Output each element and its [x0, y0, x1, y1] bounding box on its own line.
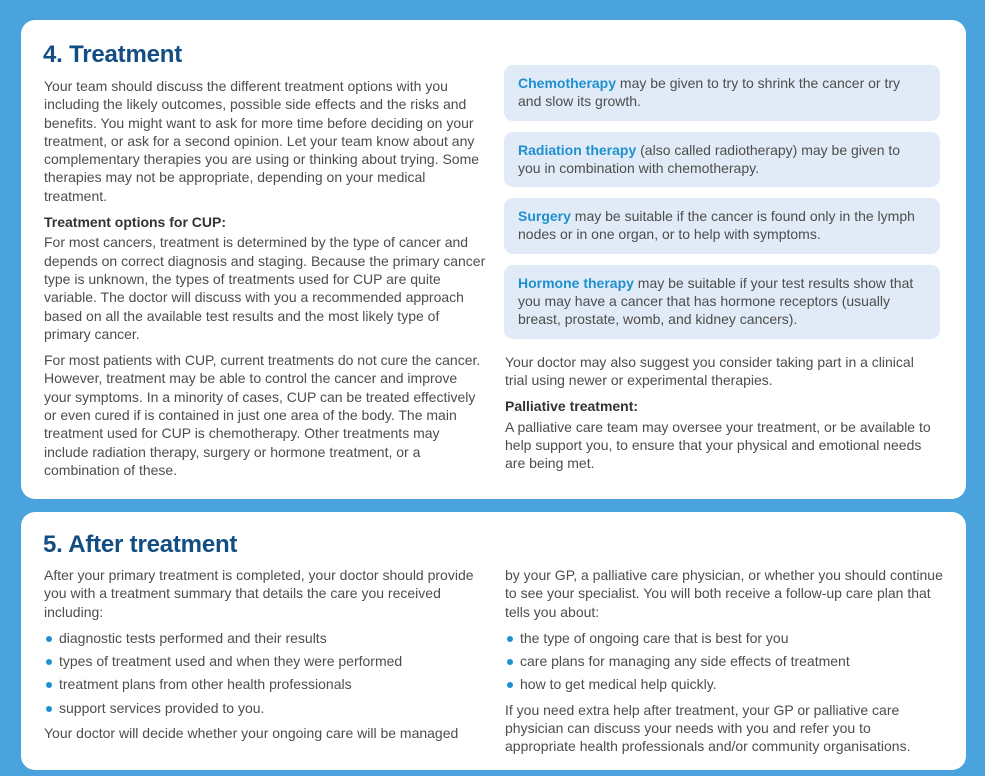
surgery-box	[504, 198, 940, 254]
treatment-right-column	[504, 65, 940, 480]
bullet-icon	[46, 706, 52, 712]
treatment-card	[21, 20, 966, 499]
box-term: Hormone therapy	[518, 274, 634, 291]
extra-help-text: If you need extra help after treatment, your GP or palliative care physician can discuss your needs with you and refer you to appropriate health professionals and/or community organisations.	[505, 701, 911, 755]
bullet-icon	[46, 659, 52, 665]
list-item: treatment plans from other health professionals	[44, 675, 486, 693]
clinical-trial-text: Your doctor may also suggest you consider taking part in a clinical trial using newer or experimental therapies.	[505, 353, 914, 388]
after-right-column	[505, 566, 945, 764]
radiation-therapy-box	[504, 132, 940, 188]
bullet-icon	[507, 682, 513, 688]
box-text: (also called radiotherapy) may be given to you in combination with chemotherapy.	[518, 141, 901, 176]
after-treatment-card	[21, 512, 966, 770]
bullet-icon	[507, 636, 513, 642]
treatment-options-text: For most cancers, treatment is determined by the type of cancer and depends on correct diagnosis and staging. Because the primary cancer type is unknown, the types of treatments used for CUP are quite variable. The doctor will discuss with you a recommended approach based on all the available test results and the most likely type of primary cancer.	[44, 234, 486, 342]
box-term: Surgery	[518, 208, 571, 225]
treatment-intro: Your team should discuss the different treatment options with you including the likely outcomes, possible side effects and the risks and benefits. You might want to ask for more time before deciding on your treatment, or ask for a second opinion. Let your team know about any complementary therapies you are using or thinking about trying. Some therapies may not be appropriate, depending on your medical treatment.	[44, 78, 480, 204]
list-item: care plans for managing any side effects of treatment	[505, 652, 945, 670]
box-text: may be suitable if the cancer is found only in the lymph nodes or in one organ, or to help with symptoms.	[518, 208, 915, 243]
list-item: types of treatment used and when they were performed	[44, 652, 486, 670]
hormone-therapy-box	[504, 265, 940, 339]
list-item: how to get medical help quickly.	[505, 675, 945, 693]
box-term: Chemotherapy	[518, 75, 617, 91]
palliative-heading: Palliative treatment:	[505, 398, 639, 415]
list-item: the type of ongoing care that is best for you	[505, 629, 945, 647]
chemotherapy-box	[504, 65, 940, 121]
bullet-icon	[507, 659, 513, 665]
treatment-left-column	[44, 77, 486, 487]
list-item: support services provided to you.	[44, 699, 486, 717]
follow-up-text: by your GP, a palliative care physician, or whether you should continue to see your specialist. You will both receive a follow-up care plan that tells you about:	[505, 567, 943, 620]
box-text: may be given to try to shrink the cancer or try and slow its growth.	[518, 75, 901, 110]
care-plan-list	[505, 629, 945, 694]
after-left-column	[44, 566, 486, 750]
box-term: Radiation therapy	[518, 141, 637, 158]
after-treatment-title: 5. After treatment	[43, 531, 238, 558]
treatment-title: 4. Treatment	[43, 41, 182, 68]
bullet-icon	[46, 682, 52, 688]
treatment-options-heading: Treatment options for CUP:	[44, 214, 227, 231]
ongoing-care-text: Your doctor will decide whether your ongoing care will be managed	[44, 725, 459, 742]
summary-list	[44, 629, 486, 717]
palliative-text: A palliative care team may oversee your treatment, or be available to help support you, to ensure that your physical and emotional needs are being met.	[505, 418, 931, 472]
after-intro: After your primary treatment is completed, your doctor should provide you with a treatment summary that details the care you received including:	[44, 567, 474, 620]
bullet-icon	[46, 636, 52, 642]
treatment-outcome-text: For most patients with CUP, current treatments do not cure the cancer. However, treatment may be able to control the cancer and improve your symptoms. In a minority of cases, CUP can be treated effectively or even cured if is contained in just one area of the body. The main treatment used for CUP is chemotherapy. Other treatments may include radiation therapy, surgery or hormone treatment, or a combination of these.	[44, 352, 481, 478]
box-text: may be suitable if your test results show that you may have a cancer that has hormone receptors (usually breast, prostate, womb, and kidney cancers).	[518, 274, 914, 328]
list-item: diagnostic tests performed and their results	[44, 629, 486, 647]
